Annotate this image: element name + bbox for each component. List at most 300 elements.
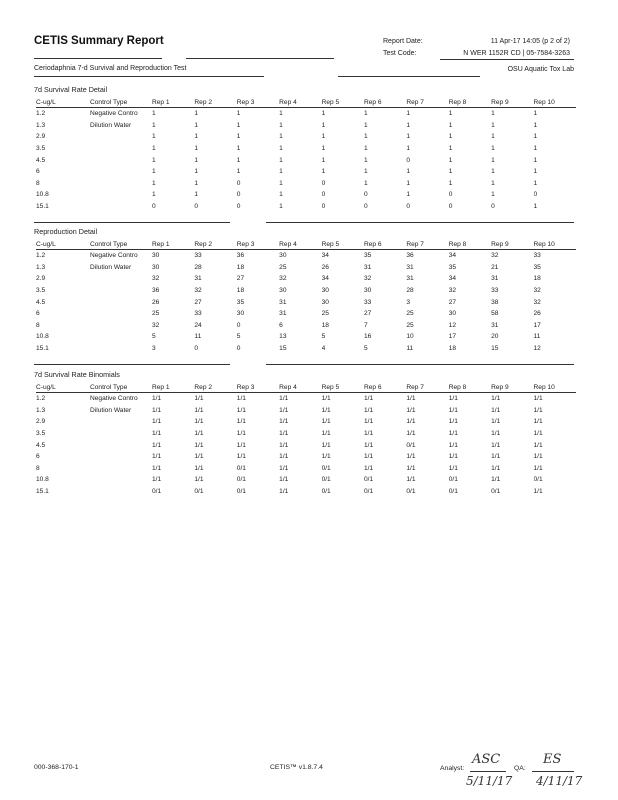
binomials-table-cell: 1/1: [406, 453, 416, 461]
binomials-table-cell: 1/1: [152, 430, 162, 438]
survival-table-cell: 1: [491, 110, 495, 118]
binomials-table-cell: 8: [36, 464, 40, 472]
reproduction-table-cell: 32: [152, 321, 160, 329]
binomials-column-header: Rep 2: [194, 382, 236, 393]
survival-table-cell: 1: [321, 133, 326, 141]
survival-table-cell: 1: [406, 110, 411, 118]
reproduction-table-cell: [90, 296, 152, 308]
reproduction-table-cell: 25: [406, 321, 414, 329]
reproduction-table-cell: 31: [491, 321, 499, 329]
reproduction-table-cell: 5: [363, 345, 368, 353]
binomials-table-cell: 1/1: [491, 418, 501, 426]
survival-column-header: Rep 3: [237, 97, 279, 108]
survival-table-cell: 1: [321, 145, 326, 153]
survival-table-cell: 1: [363, 179, 368, 187]
reproduction-table-cell: 31: [363, 263, 372, 271]
survival-table-cell: 1: [491, 179, 495, 187]
analyst-date: 5/11/17: [466, 774, 513, 788]
binomials-section-title: 7d Survival Rate Binomials: [34, 370, 120, 379]
reproduction-table-cell: 32: [194, 287, 202, 295]
header-rule-right: [440, 59, 574, 60]
reproduction-table-cell: 31: [491, 275, 499, 283]
binomials-table-cell: 1/1: [321, 453, 331, 461]
survival-table-cell: 1: [152, 156, 156, 164]
reproduction-table-cell: 31: [194, 275, 202, 283]
binomials-table-cell: 1/1: [236, 453, 246, 461]
binomials-table-cell: 1/1: [491, 395, 501, 403]
survival-table-cell: 1: [236, 121, 241, 129]
test-code-label: Test Code:: [383, 50, 417, 57]
survival-table-row: [36, 131, 576, 143]
survival-table-cell: 0: [533, 191, 538, 199]
reproduction-table-cell: 24: [194, 321, 202, 329]
survival-table-cell: 1: [533, 145, 538, 153]
survival-table-cell: 1: [279, 133, 283, 141]
survival-table-cell: 0: [406, 203, 411, 211]
survival-table-cell: 4.5: [36, 156, 46, 164]
survival-table-cell: 1: [321, 110, 326, 118]
survival-table-cell: 1: [491, 121, 495, 129]
binomials-table-cell: 1/1: [363, 406, 374, 414]
survival-table-cell: [90, 201, 152, 213]
survival-section-title: 7d Survival Rate Detail: [34, 85, 108, 94]
survival-table-cell: 1: [236, 133, 241, 141]
binomials-column-header: Rep 7: [406, 382, 448, 393]
binomials-table-cell: 1/1: [236, 418, 246, 426]
qa-date: 4/11/17: [536, 774, 583, 788]
reproduction-table-cell: 15.1: [36, 345, 49, 353]
analyst-label: Analyst:: [440, 765, 465, 772]
survival-table-cell: 1: [406, 191, 411, 199]
reproduction-table-row: [36, 320, 576, 332]
binomials-column-header: Rep 8: [449, 382, 491, 393]
reproduction-column-header: Rep 9: [491, 239, 533, 250]
binomials-table-cell: 0/1: [236, 476, 246, 484]
survival-table-cell: [90, 143, 152, 155]
survival-table-cell: 1: [194, 121, 199, 129]
binomials-table-cell: Negative Contro: [90, 395, 138, 403]
reproduction-table-cell: [90, 331, 152, 343]
analyst-initials: ASC: [472, 752, 501, 767]
survival-table-cell: 0: [194, 203, 199, 211]
survival-table-cell: 1: [406, 168, 411, 176]
reproduction-table-cell: 33: [194, 252, 202, 260]
report-date-value: 11 Apr-17 14:05 (p 2 of 2): [490, 38, 570, 45]
header-rule-mid: [186, 58, 334, 59]
binomials-table-cell: 1/1: [321, 430, 331, 438]
reproduction-column-header: Rep 10: [534, 239, 576, 250]
reproduction-table-cell: 30: [236, 310, 245, 318]
reproduction-table-cell: 33: [491, 287, 499, 295]
reproduction-table-cell: 17: [448, 333, 457, 341]
reproduction-table-cell: 11: [406, 345, 414, 353]
reproduction-rule-right: [266, 364, 574, 365]
reproduction-table-cell: 3: [406, 298, 411, 306]
reproduction-table-cell: [90, 308, 152, 320]
lab-name: OSU Aquatic Tox Lab: [507, 66, 574, 73]
qa-signature-line: [532, 771, 574, 772]
reproduction-table-cell: 25: [152, 310, 160, 318]
binomials-table-cell: Dilution Water: [90, 406, 132, 414]
survival-table-cell: 1: [279, 110, 283, 118]
reproduction-table-cell: 5: [152, 333, 156, 341]
binomials-table-cell: 1/1: [406, 406, 416, 414]
survival-table-cell: 1: [279, 203, 283, 211]
binomials-column-header: Rep 1: [152, 382, 194, 393]
survival-table-cell: 1: [194, 133, 199, 141]
reproduction-table-cell: 28: [194, 263, 202, 271]
binomials-table-cell: 1/1: [406, 464, 416, 472]
binomials-table-cell: 0/1: [321, 476, 331, 484]
binomials-table-cell: 0/1: [406, 488, 416, 496]
reproduction-table-cell: 32: [491, 252, 499, 260]
binomials-table-cell: 0/1: [194, 488, 204, 496]
survival-table-cell: 1: [152, 191, 156, 199]
binomials-table-cell: 0/1: [321, 464, 331, 472]
survival-column-header: Rep 4: [279, 97, 321, 108]
reproduction-table-cell: 18: [448, 345, 457, 353]
binomials-table-cell: 1/1: [491, 476, 501, 484]
binomials-table-cell: 1/1: [236, 441, 246, 449]
survival-table-row: [36, 178, 576, 190]
binomials-table-row: [36, 393, 576, 405]
survival-table-cell: 2.9: [36, 133, 46, 141]
reproduction-table-cell: 3.5: [36, 287, 46, 295]
binomials-column-header: Rep 6: [364, 382, 406, 393]
doc-id: 000-368-170-1: [34, 764, 79, 771]
binomials-table-cell: 1/1: [194, 453, 204, 461]
reproduction-table-cell: 17: [533, 321, 541, 329]
survival-table-cell: 0: [236, 203, 241, 211]
reproduction-table-cell: 27: [194, 298, 202, 306]
survival-table-cell: 1: [194, 110, 199, 118]
binomials-table-cell: 1/1: [448, 453, 458, 461]
survival-table-cell: 1: [533, 121, 538, 129]
survival-column-header: Rep 7: [406, 97, 448, 108]
reproduction-table-cell: [90, 343, 152, 355]
survival-table-cell: 15.1: [36, 203, 49, 211]
survival-table-cell: 1: [236, 110, 241, 118]
survival-table-cell: 3.5: [36, 145, 46, 153]
reproduction-table-cell: 11: [533, 333, 541, 341]
survival-table-cell: 1: [279, 179, 283, 187]
binomials-table-cell: 1/1: [363, 441, 374, 449]
survival-table-row: [36, 201, 576, 213]
reproduction-table-row: [36, 331, 576, 343]
reproduction-table-cell: 33: [194, 310, 202, 318]
survival-table-row: [36, 189, 576, 201]
survival-table-cell: 1: [406, 179, 411, 187]
binomials-table-cell: 0/1: [406, 441, 416, 449]
survival-column-header: Rep 2: [194, 97, 236, 108]
reproduction-table-cell: 4.5: [36, 298, 46, 306]
survival-table-cell: 1: [321, 168, 326, 176]
survival-table-cell: 0: [321, 203, 326, 211]
binomials-table-cell: [90, 486, 152, 498]
reproduction-table-cell: 15: [491, 345, 499, 353]
binomials-table-cell: 1/1: [448, 406, 458, 414]
binomials-table-cell: [90, 474, 152, 486]
survival-table-cell: 1: [363, 168, 368, 176]
survival-table-cell: 1: [448, 156, 453, 164]
survival-table-cell: 1: [406, 121, 411, 129]
survival-table-row: [36, 143, 576, 155]
binomials-table-cell: 2.9: [36, 418, 46, 426]
qa-initials: ES: [543, 752, 562, 767]
reproduction-table-cell: [90, 285, 152, 297]
binomials-table-cell: 1/1: [448, 441, 458, 449]
survival-table-cell: 0: [321, 191, 326, 199]
binomials-table-cell: 3.5: [36, 430, 46, 438]
survival-table-cell: 1: [448, 110, 453, 118]
reproduction-table-cell: Negative Contro: [90, 252, 138, 260]
survival-table-cell: 1: [279, 191, 283, 199]
binomials-table-cell: 1/1: [491, 406, 501, 414]
survival-table-row: [36, 108, 576, 120]
binomials-column-header: Rep 5: [322, 382, 364, 393]
binomials-table-cell: [90, 428, 152, 440]
survival-table-cell: 0: [321, 179, 326, 187]
binomials-table-cell: 1/1: [321, 418, 331, 426]
reproduction-column-header: Rep 8: [449, 239, 491, 250]
reproduction-column-header: Rep 3: [237, 239, 279, 250]
reproduction-table-cell: 38: [491, 298, 499, 306]
reproduction-table-row: [36, 296, 576, 308]
reproduction-table-cell: 34: [448, 252, 457, 260]
reproduction-table-cell: 31: [406, 263, 414, 271]
binomials-table-cell: 1/1: [491, 441, 501, 449]
binomials-table-cell: 1/1: [279, 453, 289, 461]
binomials-table-cell: 1/1: [152, 464, 162, 472]
survival-table-cell: 1: [448, 145, 453, 153]
survival-table-cell: 1: [321, 121, 326, 129]
binomials-table-cell: 1/1: [152, 453, 162, 461]
reproduction-table-cell: 35: [236, 298, 245, 306]
reproduction-table-cell: 7: [363, 321, 368, 329]
survival-table-cell: 1: [194, 191, 199, 199]
binomials-table-row: [36, 428, 576, 440]
reproduction-table-cell: [90, 273, 152, 285]
survival-column-header: C-ug/L: [36, 97, 90, 108]
survival-table-cell: 1: [152, 121, 156, 129]
binomials-table-cell: [90, 463, 152, 475]
survival-table-cell: [90, 166, 152, 178]
binomials-table-cell: 1/1: [279, 476, 289, 484]
survival-table-cell: 0: [236, 191, 241, 199]
survival-table-cell: 10.8: [36, 191, 49, 199]
survival-rule-left: [34, 222, 230, 223]
reproduction-table-cell: 35: [533, 263, 541, 271]
binomials-table-cell: 1/1: [194, 406, 204, 414]
reproduction-table-cell: 35: [363, 252, 372, 260]
binomials-table: [36, 382, 576, 497]
reproduction-table-cell: 36: [236, 252, 245, 260]
survival-table-cell: 1: [152, 168, 156, 176]
survival-table-cell: 1: [533, 168, 538, 176]
survival-table-row: [36, 154, 576, 166]
reproduction-table-cell: [90, 320, 152, 332]
binomials-table-cell: 6: [36, 453, 40, 461]
survival-table-cell: 1: [406, 133, 411, 141]
binomials-table-cell: 0/1: [363, 488, 374, 496]
survival-table-cell: 0: [363, 203, 368, 211]
header-rule-left: [34, 58, 162, 59]
reproduction-table-cell: 30: [363, 287, 372, 295]
survival-table-cell: 1: [194, 179, 199, 187]
reproduction-table-cell: 18: [533, 275, 541, 283]
survival-table-cell: 1: [533, 110, 538, 118]
reproduction-table-cell: 32: [279, 275, 287, 283]
binomials-table-cell: 1/1: [533, 406, 543, 414]
reproduction-table-cell: 11: [194, 333, 202, 341]
survival-column-header: Rep 1: [152, 97, 194, 108]
reproduction-table-cell: 33: [363, 298, 372, 306]
survival-table-cell: 1: [491, 156, 495, 164]
reproduction-table-cell: 30: [321, 298, 329, 306]
reproduction-column-header: Rep 7: [406, 239, 448, 250]
reproduction-table-cell: 31: [406, 275, 414, 283]
reproduction-column-header: Rep 5: [322, 239, 364, 250]
binomials-table-cell: 1/1: [236, 406, 246, 414]
survival-table-cell: [90, 189, 152, 201]
reproduction-table-cell: 3: [152, 345, 156, 353]
reproduction-table-cell: 36: [152, 287, 160, 295]
binomials-table-cell: 0/1: [533, 476, 543, 484]
survival-table: [36, 97, 576, 212]
reproduction-table-cell: 0: [236, 345, 241, 353]
binomials-table-cell: 1/1: [533, 441, 543, 449]
survival-table-cell: 1: [194, 168, 199, 176]
reproduction-table-cell: 32: [152, 275, 160, 283]
survival-table-cell: 1: [236, 168, 241, 176]
reproduction-table-cell: 6: [279, 321, 283, 329]
survival-table-cell: 1: [321, 156, 326, 164]
binomials-table-cell: 1/1: [321, 441, 331, 449]
reproduction-table-cell: 32: [533, 298, 541, 306]
binomials-table-row: [36, 451, 576, 463]
reproduction-table-cell: 34: [448, 275, 457, 283]
reproduction-table-cell: 26: [321, 263, 329, 271]
survival-column-header: Rep 8: [449, 97, 491, 108]
reproduction-table-cell: 31: [279, 298, 287, 306]
binomials-table-cell: 1/1: [194, 464, 204, 472]
reproduction-table-cell: 5: [321, 333, 326, 341]
survival-table-cell: [90, 154, 152, 166]
binomials-table-cell: 1/1: [279, 406, 289, 414]
binomials-table-cell: 1/1: [279, 430, 289, 438]
reproduction-table-cell: 15: [279, 345, 287, 353]
survival-table-cell: 1: [236, 145, 241, 153]
survival-table-cell: 1: [491, 133, 495, 141]
reproduction-table-cell: Dilution Water: [90, 263, 132, 271]
reproduction-table-cell: 32: [363, 275, 372, 283]
binomials-table-cell: 1/1: [533, 430, 543, 438]
survival-column-header: Rep 5: [322, 97, 364, 108]
reproduction-table-cell: 58: [491, 310, 499, 318]
reproduction-table-row: [36, 262, 576, 274]
reproduction-table-cell: 0: [236, 321, 241, 329]
survival-table-cell: 0: [152, 203, 156, 211]
survival-table-cell: 1: [448, 121, 453, 129]
survival-table-cell: 0: [448, 191, 453, 199]
binomials-table-cell: 1.3: [36, 406, 46, 414]
survival-table-cell: 0: [448, 203, 453, 211]
binomials-table-cell: 1/1: [194, 430, 204, 438]
binomials-table-cell: 1/1: [279, 395, 289, 403]
survival-table-cell: 1: [533, 203, 538, 211]
reproduction-table-cell: 1.2: [36, 252, 46, 260]
binomials-table-cell: 1/1: [194, 476, 204, 484]
binomials-table-cell: 1/1: [194, 395, 204, 403]
binomials-table-cell: 1/1: [152, 418, 162, 426]
reproduction-table-cell: 4: [321, 345, 326, 353]
survival-column-header: Rep 6: [364, 97, 406, 108]
binomials-table-cell: 1/1: [448, 395, 458, 403]
binomials-table-cell: 1/1: [491, 430, 501, 438]
survival-table-cell: 1: [533, 133, 538, 141]
binomials-table-cell: 1/1: [194, 418, 204, 426]
survival-table-cell: [90, 131, 152, 143]
reproduction-table-cell: 26: [533, 310, 541, 318]
reproduction-table: [36, 239, 576, 354]
survival-table-cell: 8: [36, 179, 40, 187]
binomials-table-cell: 1/1: [321, 395, 331, 403]
reproduction-table-cell: 26: [152, 298, 160, 306]
binomials-table-cell: 1/1: [491, 453, 501, 461]
survival-table-cell: 1: [448, 168, 453, 176]
binomials-column-header: Rep 10: [534, 382, 576, 393]
reproduction-table-cell: 13: [279, 333, 287, 341]
reproduction-column-header: Rep 4: [279, 239, 321, 250]
binomials-table-cell: 1/1: [533, 488, 543, 496]
reproduction-table-cell: 33: [533, 252, 541, 260]
reproduction-column-header: Rep 6: [364, 239, 406, 250]
binomials-table-cell: 15.1: [36, 488, 49, 496]
binomials-table-cell: 1/1: [363, 430, 374, 438]
binomials-column-header: Control Type: [90, 382, 152, 393]
reproduction-table-cell: 32: [448, 287, 457, 295]
survival-table-cell: 1: [363, 133, 368, 141]
reproduction-table-cell: 27: [236, 275, 245, 283]
binomials-table-cell: 1/1: [236, 395, 246, 403]
report-title: CETIS Summary Report: [34, 35, 164, 47]
binomials-header-row: [36, 382, 576, 393]
binomials-table-cell: 0/1: [448, 488, 458, 496]
survival-column-header: Control Type: [90, 97, 152, 108]
survival-rule-right: [266, 222, 574, 223]
binomials-table-cell: 1/1: [279, 464, 289, 472]
survival-table-cell: 1: [491, 145, 495, 153]
binomials-table-cell: 1/1: [363, 453, 374, 461]
binomials-table-row: [36, 474, 576, 486]
reproduction-table-cell: 8: [36, 321, 40, 329]
reproduction-table-cell: 21: [491, 263, 499, 271]
reproduction-table-cell: 2.9: [36, 275, 46, 283]
binomials-table-cell: [90, 416, 152, 428]
binomials-table-cell: 0/1: [448, 476, 458, 484]
survival-table-cell: 1: [448, 179, 453, 187]
survival-table-cell: 1: [448, 133, 453, 141]
binomials-table-cell: 0/1: [236, 464, 246, 472]
survival-table-cell: 1: [533, 179, 538, 187]
binomials-table-cell: 1/1: [279, 441, 289, 449]
reproduction-table-cell: 18: [236, 287, 245, 295]
reproduction-table-cell: 1.3: [36, 263, 46, 271]
reproduction-table-cell: 6: [36, 310, 40, 318]
binomials-table-cell: 10.8: [36, 476, 49, 484]
reproduction-table-cell: 30: [152, 252, 160, 260]
binomials-table-cell: 1/1: [533, 453, 543, 461]
